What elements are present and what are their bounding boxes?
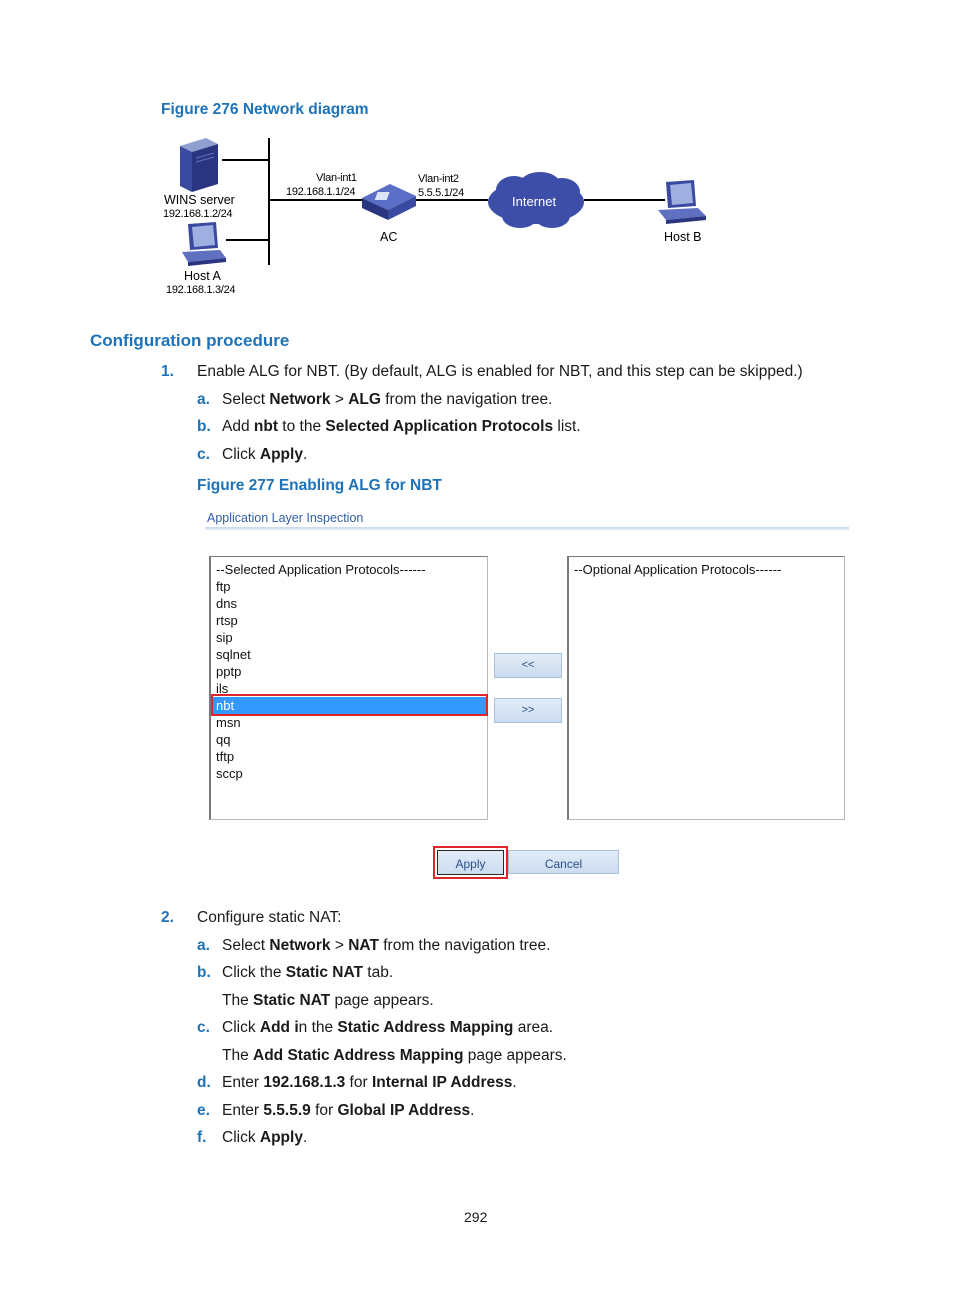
move-left-button[interactable]: <<: [494, 653, 562, 678]
step-2c-text: Click Add in the Static Address Mapping area.: [222, 1019, 554, 1036]
ac-label: AC: [380, 230, 398, 244]
list-item[interactable]: sip: [216, 630, 233, 645]
step-2d-letter: d.: [197, 1074, 211, 1091]
optional-protocols-listbox[interactable]: [567, 556, 845, 820]
access-controller-icon: [360, 180, 418, 222]
page-number: 292: [464, 1209, 488, 1225]
step-2a-text: Select Network > NAT from the navigation tree.: [222, 937, 551, 954]
list-item[interactable]: ftp: [216, 579, 231, 594]
selected-protocols-header: --Selected Application Protocols------: [216, 562, 426, 577]
step-2f-text: Click Apply.: [222, 1129, 308, 1146]
server-icon: [176, 134, 222, 192]
step-2b-text: Click the Static NAT tab.: [222, 964, 394, 981]
list-item[interactable]: pptp: [216, 664, 242, 679]
apply-button[interactable]: Apply: [437, 850, 504, 875]
step-1c-letter: c.: [197, 446, 210, 463]
nbt-highlight-box: [211, 694, 488, 716]
host-a-ip: 192.168.1.3/24: [166, 284, 236, 296]
step-2e-letter: e.: [197, 1102, 210, 1119]
step-2f-letter: f.: [197, 1129, 207, 1146]
vlan-int2-label: Vlan-int2: [418, 173, 459, 185]
step-2d-text: Enter 192.168.1.3 for Internal IP Address.: [222, 1074, 517, 1091]
list-item[interactable]: qq: [216, 732, 231, 747]
host-b-label: Host B: [664, 230, 702, 244]
internet-label: Internet: [512, 194, 557, 209]
step-2c-letter: c.: [197, 1019, 210, 1036]
list-item[interactable]: msn: [216, 715, 241, 730]
step-1-text: Enable ALG for NBT. (By default, ALG is enabled for NBT, and this step can be skipped.): [197, 363, 803, 380]
step-2b-note: The Static NAT page appears.: [222, 992, 434, 1009]
list-item[interactable]: sqlnet: [216, 647, 251, 662]
step-1b-letter: b.: [197, 418, 211, 435]
step-2b-letter: b.: [197, 964, 211, 981]
step-1a-text: Select Network > ALG from the navigation tree.: [222, 391, 553, 408]
step-2e-text: Enter 5.5.5.9 for Global IP Address.: [222, 1102, 475, 1119]
step-2-number: 2.: [161, 909, 174, 926]
list-item[interactable]: rtsp: [216, 613, 238, 628]
network-diagram: [150, 128, 730, 303]
host-a-computer-icon: [180, 220, 228, 266]
list-item[interactable]: sccp: [216, 766, 243, 781]
figure-276-caption: Figure 276 Network diagram: [161, 101, 369, 118]
host-b-computer-icon: [656, 178, 708, 224]
step-1b-text: Add nbt to the Selected Application Protocols list.: [222, 418, 581, 435]
list-item[interactable]: ils: [216, 681, 229, 696]
vlan-int1-ip: 192.168.1.1/24: [286, 186, 356, 198]
optional-protocols-header: --Optional Application Protocols------: [574, 562, 782, 577]
panel-title-rule: [205, 527, 849, 530]
step-2c-note: The Add Static Address Mapping page appears.: [222, 1047, 567, 1064]
figure-277-caption: Figure 277 Enabling ALG for NBT: [197, 477, 442, 494]
section-title: Configuration procedure: [90, 331, 290, 350]
panel-title: Application Layer Inspection: [207, 511, 364, 525]
selected-protocols-listbox[interactable]: [209, 556, 488, 820]
step-1c-text: Click Apply.: [222, 446, 308, 463]
step-1-number: 1.: [161, 363, 174, 380]
step-1a-letter: a.: [197, 391, 210, 408]
network-diagram-lines: [150, 128, 730, 303]
step-2a-letter: a.: [197, 937, 210, 954]
list-item[interactable]: tftp: [216, 749, 235, 764]
cancel-button[interactable]: Cancel: [508, 850, 619, 874]
vlan-int2-ip: 5.5.5.1/24: [418, 187, 464, 199]
step-2-text: Configure static NAT:: [197, 909, 342, 926]
vlan-int1-label: Vlan-int1: [316, 172, 357, 184]
wins-server-label: WINS server: [164, 193, 235, 207]
list-item[interactable]: dns: [216, 596, 237, 611]
list-item-selected-nbt[interactable]: nbt: [211, 697, 487, 714]
host-a-label: Host A: [184, 269, 221, 283]
wins-server-ip: 192.168.1.2/24: [163, 208, 233, 220]
move-right-button[interactable]: >>: [494, 698, 562, 723]
